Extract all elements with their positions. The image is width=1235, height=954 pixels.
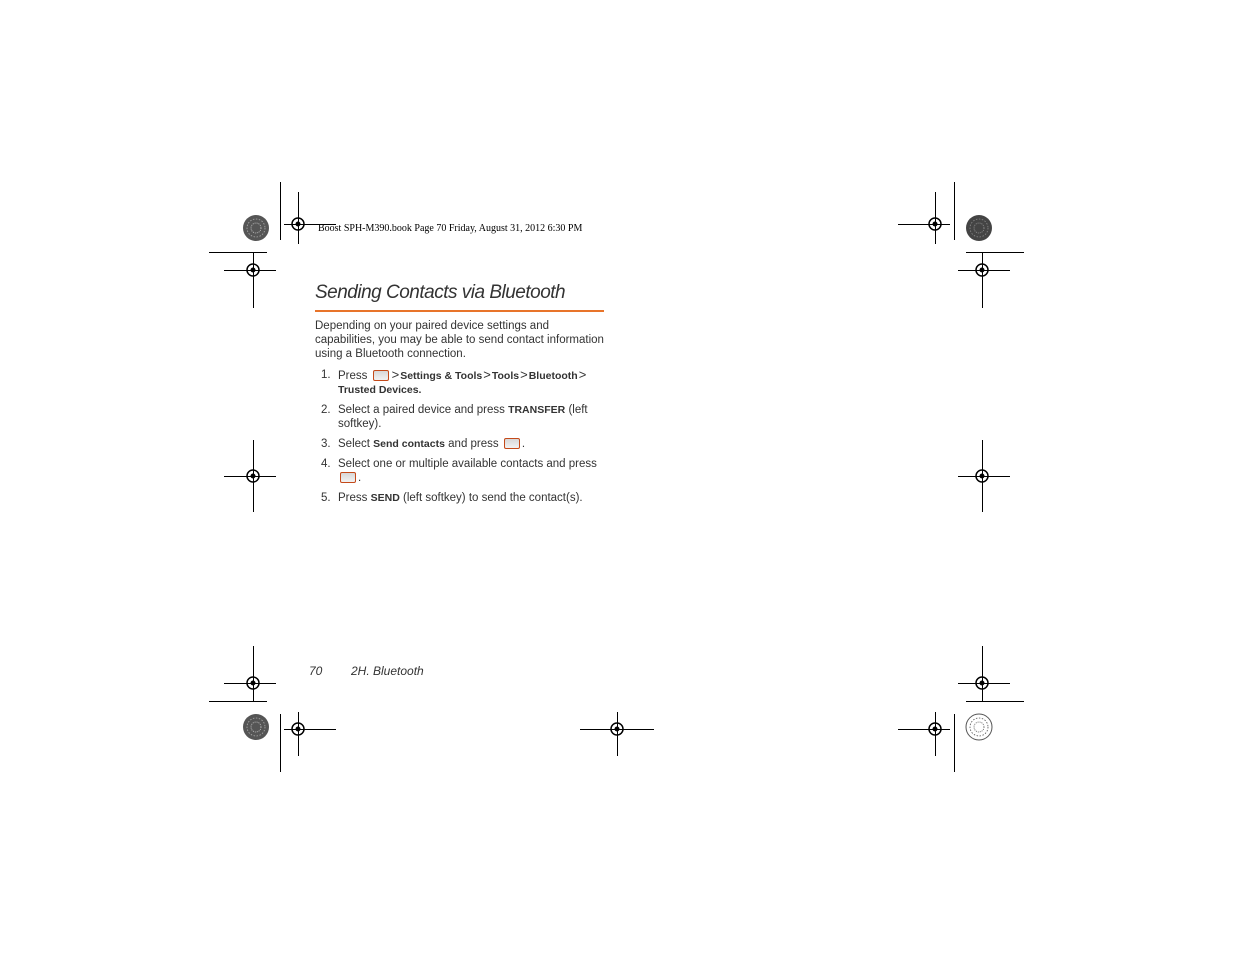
registration-mark-icon [290,721,306,737]
step-text: Press [338,370,368,382]
step-text: and press [448,438,499,450]
menu-path-item: Tools [491,370,520,382]
step-text: Select [338,438,370,450]
crop-line [954,182,955,240]
chapter-label: 2H. Bluetooth [351,664,424,678]
crop-line [253,252,254,308]
list-item [315,491,607,505]
step-text: (left softkey) to send the contact(s). [403,492,583,504]
title-underline [315,310,604,312]
list-item [315,457,607,485]
steps-list [315,368,607,511]
registration-mark-icon [245,468,261,484]
list-item [315,403,607,431]
step-end: . [358,472,362,484]
color-star-target-icon [242,713,270,741]
registration-mark-icon [927,216,943,232]
softkey-label: SEND [370,492,400,504]
registration-mark-icon [974,262,990,278]
step-number: 5. [321,492,331,504]
step-text: Press [338,492,368,504]
crop-line [209,252,267,253]
step-number: 1. [321,369,331,381]
menu-ok-key-icon [373,370,389,381]
color-star-target-icon [965,713,993,741]
crop-line [982,646,983,702]
step-end: . [521,438,526,450]
step-text: Select one or multiple available contacts and press [338,458,597,470]
crop-line [253,646,254,702]
step-number: 2. [321,404,331,416]
color-star-target-icon [242,214,270,242]
step-end: . [418,384,422,396]
registration-mark-icon [245,262,261,278]
path-separator: > [520,367,528,382]
path-separator: > [483,367,491,382]
registration-mark-icon [974,675,990,691]
intro-paragraph: Depending on your paired device settings and capabilities, you may be able to send contact information using a Bluetooth connection. [315,320,604,360]
menu-ok-key-icon [340,472,356,483]
step-text: Select a paired device and press [338,404,505,416]
crop-line [280,182,281,240]
crop-line [966,701,1024,702]
registration-mark-icon [974,468,990,484]
menu-path-item: Settings & Tools [400,370,483,382]
registration-mark-icon [609,721,625,737]
crop-line [280,714,281,772]
menu-ok-key-icon [504,438,520,449]
crop-line [966,252,1024,253]
menu-path-item: Bluetooth [528,370,578,382]
path-separator: > [391,367,400,382]
step-text: (left softkey). [338,404,588,430]
option-label: Send contacts [373,438,445,450]
registration-mark-icon [927,721,943,737]
crop-line [209,701,267,702]
softkey-label: TRANSFER [508,404,566,416]
step-number: 4. [321,458,331,470]
registration-mark-icon [290,216,306,232]
section-title: Sending Contacts via Bluetooth [315,282,566,303]
list-item [315,437,607,451]
color-star-target-icon [965,214,993,242]
crop-line [954,714,955,772]
list-item [315,368,607,397]
page-number: 70 [309,664,323,678]
menu-path-item: Trusted Devices [338,384,419,396]
crop-line [982,252,983,308]
step-number: 3. [321,438,331,450]
path-separator: > [578,367,587,382]
print-info-header: Boost SPH-M390.book Page 70 Friday, August 31, 2012 6:30 PM [318,223,583,234]
registration-mark-icon [245,675,261,691]
